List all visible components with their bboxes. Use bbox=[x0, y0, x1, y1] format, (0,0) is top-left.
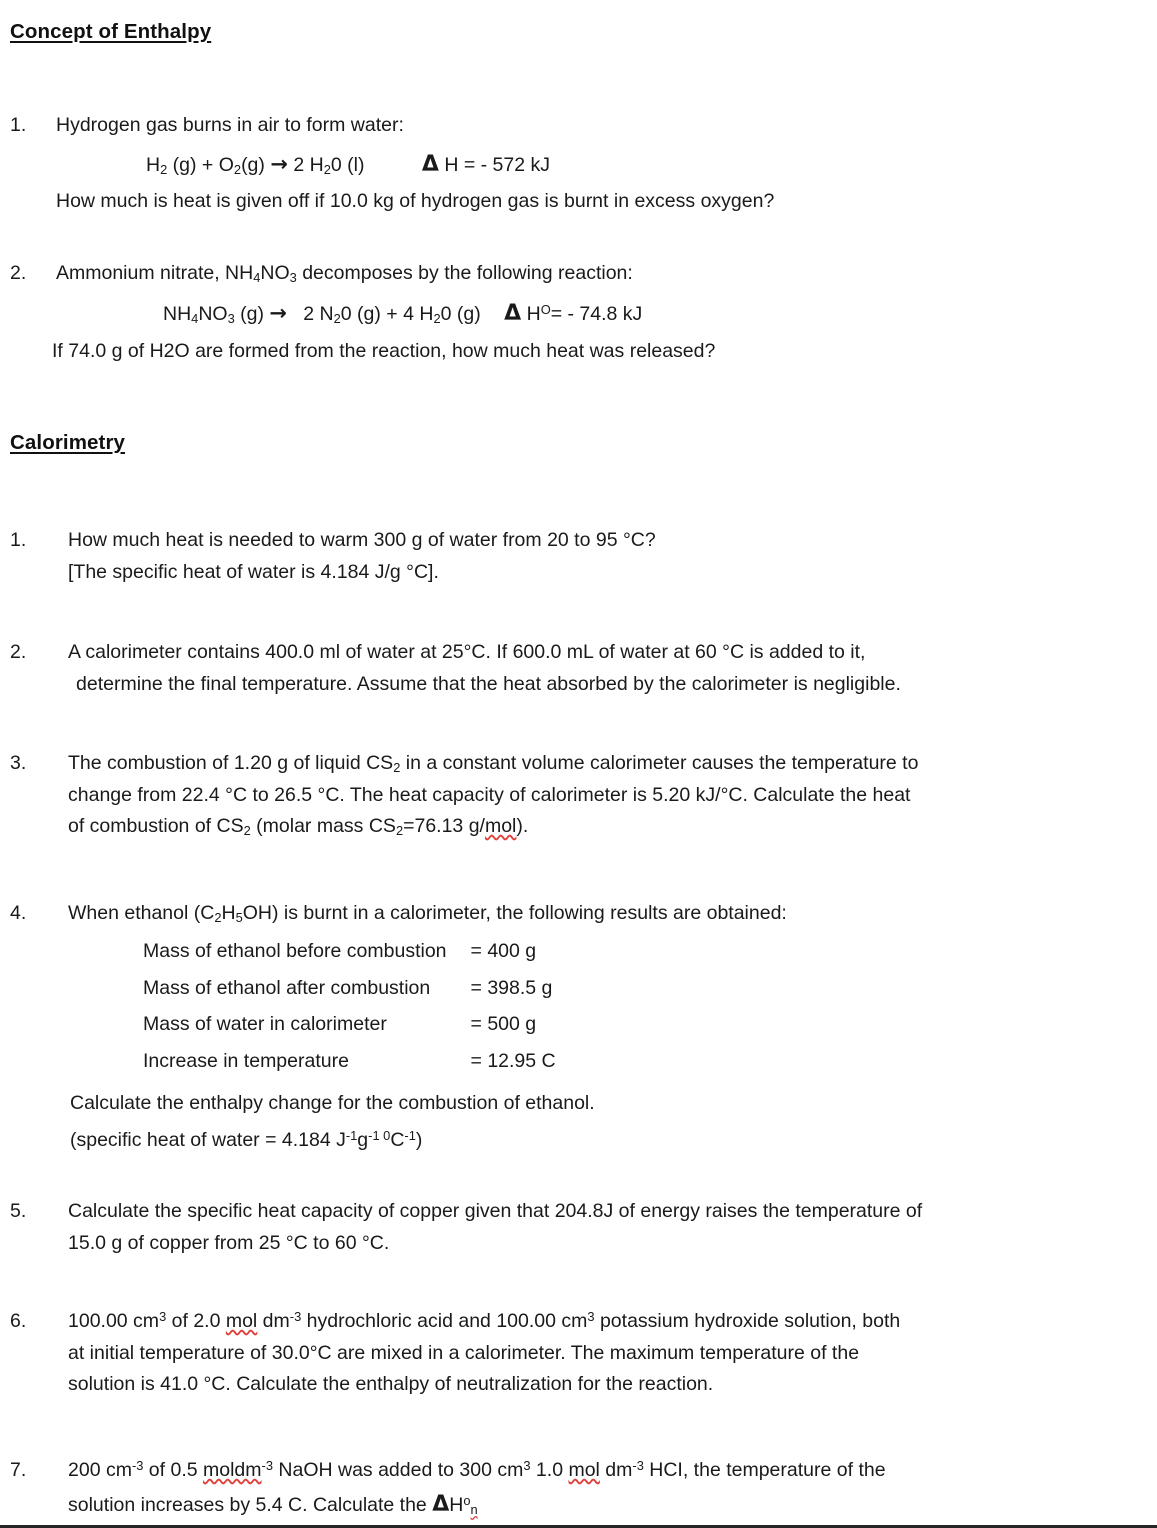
question-item bbox=[10, 258, 1150, 290]
table-row bbox=[143, 1046, 556, 1083]
equation-enthalpy: $H^O= - 74.8$ kJ bbox=[526, 301, 643, 325]
question-body bbox=[56, 258, 1150, 290]
question-line: [The specific heat of water is 4.184 J/g °C]. bbox=[68, 560, 439, 583]
question-line: A calorimeter contains 400.0 ml of water at 25°C. If 600.0 mL of water at 60 °C is added to it, bbox=[68, 641, 866, 663]
spellcheck-word: mol bbox=[568, 1459, 600, 1481]
question-body bbox=[68, 637, 1150, 700]
question-number: 2. bbox=[10, 641, 27, 663]
question-body bbox=[68, 1455, 1157, 1522]
question-item bbox=[10, 1306, 1157, 1401]
question-body bbox=[68, 898, 1157, 930]
question-number: 5. bbox=[10, 1200, 27, 1222]
question-body bbox=[68, 748, 1157, 843]
result-label: Mass of ethanol after combustion bbox=[143, 976, 431, 999]
delta-icon: Δ bbox=[432, 1491, 450, 1517]
question-item bbox=[10, 748, 1157, 843]
question-line: (specific heat of water = 4.184 $J^{-1}g^{-1 0}C^{-1}$) bbox=[70, 1127, 423, 1151]
question-number: 1. bbox=[10, 529, 27, 551]
question-line: How much heat is needed to warm 300 g of water from 20 to 95 °C? bbox=[68, 529, 656, 551]
ethanol-results-table bbox=[143, 936, 556, 1082]
question-line: The combustion of 1.20 g of liquid $CS_2$ in a constant volume calorimeter causes the temperature to bbox=[68, 752, 919, 775]
question-item bbox=[10, 898, 1157, 930]
equation-products: 2 $N_20$ (g) + 4 $H_20$ (g) bbox=[292, 303, 481, 326]
question-number: 7. bbox=[10, 1459, 27, 1481]
question-number: 6. bbox=[10, 1310, 27, 1332]
question-line: solution is 41.0 °C. Calculate the enthalpy of neutralization for the reaction. bbox=[68, 1373, 714, 1396]
question-line: When ethanol $(C_2H_5OH)$ is burnt in a calorimeter, the following results are obtained: bbox=[68, 902, 787, 925]
equation-products: 2 $H_20$ (l) bbox=[293, 154, 365, 177]
question-body bbox=[56, 110, 1150, 142]
question-item bbox=[10, 110, 1150, 142]
question-line: 100.00 $cm^3$ of 2.0 mol $dm^{-3}$ hydrochloric acid and 100.00 $cm^3$ potassium hydroxide solution, both bbox=[68, 1308, 901, 1332]
question-number: 4. bbox=[10, 902, 27, 924]
equation-reactants: $NH_4NO_3$ (g) bbox=[163, 303, 264, 326]
question-line: change from 22.4 °C to 26.5 °C. The heat capacity of calorimeter is 5.20 kJ/°C. Calculate the heat bbox=[68, 783, 911, 806]
question-line: at initial temperature of 30.0°C are mixed in a calorimeter. The maximum temperature of the bbox=[68, 1341, 860, 1364]
spellcheck-word: mol bbox=[225, 1310, 258, 1332]
delta-icon: Δ bbox=[421, 152, 439, 177]
table-row bbox=[143, 973, 556, 1010]
result-value: = 12.95 C bbox=[470, 1049, 556, 1072]
chemical-equation-2 bbox=[163, 296, 642, 332]
result-value: = 500 g bbox=[470, 1013, 537, 1036]
question-number: 3. bbox=[10, 752, 27, 774]
question-line: Calculate the specific heat capacity of copper given that 204.8J of energy raises the temperature of bbox=[68, 1200, 923, 1222]
question-item bbox=[10, 1196, 1157, 1259]
question-line: 15.0 g of copper from 25 °C to 60 °C. bbox=[68, 1231, 390, 1254]
question-line: Hydrogen gas burns in air to form water: bbox=[56, 114, 404, 136]
reaction-arrow-icon: → bbox=[270, 152, 288, 176]
question-line: How much is heat is given off if 10.0 kg of hydrogen gas is burnt in excess oxygen? bbox=[56, 190, 775, 212]
delta-icon: Δ bbox=[504, 301, 522, 326]
question-number: 2. bbox=[10, 262, 27, 284]
question-line: If 74.0 g of H2O are formed from the reaction, how much heat was released? bbox=[52, 340, 716, 362]
table-row bbox=[143, 936, 556, 973]
question-item bbox=[10, 1455, 1157, 1522]
reaction-arrow-icon: → bbox=[269, 301, 288, 325]
chemical-equation-1 bbox=[146, 147, 550, 183]
equation-enthalpy: H = - 572 kJ bbox=[444, 154, 551, 176]
question-item bbox=[10, 637, 1150, 700]
result-value: = 398.5 g bbox=[470, 976, 553, 999]
question-body bbox=[68, 1196, 1157, 1259]
result-label: Mass of ethanol before combustion bbox=[143, 940, 447, 962]
result-value: = 400 g bbox=[470, 940, 537, 962]
question-body bbox=[68, 1306, 1157, 1401]
table-row bbox=[143, 1009, 556, 1046]
result-label: Increase in temperature bbox=[143, 1049, 349, 1072]
equation-reactants: $H_2$ $(g) + O_2(g)$ bbox=[146, 154, 265, 177]
result-label: Mass of water in calorimeter bbox=[143, 1013, 387, 1036]
question-line: Ammonium nitrate, $NH_4NO_3$ decomposes by the following reaction: bbox=[56, 262, 633, 285]
question-line: of combustion of $CS_2$ (molar mass $CS_2=76.13$ g/mol). bbox=[68, 815, 529, 838]
spellcheck-word: moldm bbox=[203, 1459, 262, 1481]
spellcheck-word: mol bbox=[484, 815, 517, 838]
question-line: determine the final temperature. Assume that the heat absorbed by the calorimeter is negligible. bbox=[76, 672, 901, 695]
section-heading-concept-of-enthalpy: Concept of Enthalpy bbox=[10, 20, 212, 43]
section-heading-calorimetry: Calorimetry bbox=[10, 431, 126, 454]
question-line: solution increases by 5.4 C. Calculate the $\Delta H^o_n$ bbox=[68, 1491, 478, 1517]
question-number: 1. bbox=[10, 114, 27, 136]
question-item bbox=[10, 525, 1150, 588]
spellcheck-word: n bbox=[470, 1501, 478, 1517]
question-line: Calculate the enthalpy change for the combustion of ethanol. bbox=[70, 1092, 595, 1114]
question-body bbox=[68, 525, 1150, 588]
question-line: 200 $cm^{-3}$ of 0.5 moldm$^{-3}$ NaOH was added to 300 $cm^3$ 1.0 mol $dm^{-3}$ HCI, the temperature of the bbox=[68, 1457, 886, 1481]
